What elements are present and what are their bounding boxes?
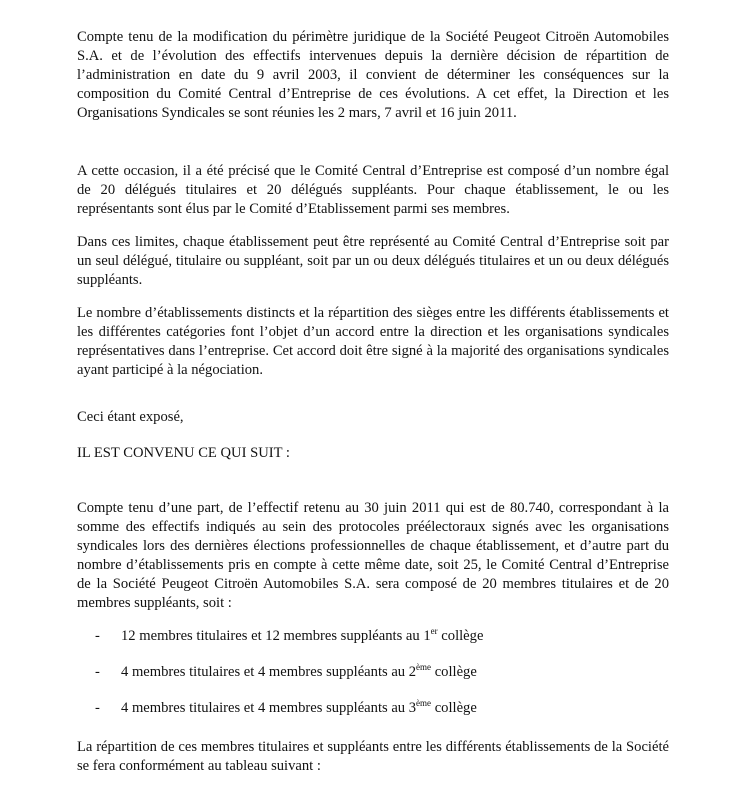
agreement-heading: IL EST CONVENU CE QUI SUIT :	[77, 445, 290, 461]
dash-bullet: -	[95, 628, 100, 644]
list-item-text: 12 membres titulaires et 12 membres suppléants au 1er collège	[121, 626, 484, 644]
list-item-text: 4 membres titulaires et 4 membres suppléants au 2ème collège	[121, 662, 477, 680]
dash-bullet: -	[95, 700, 100, 716]
ordinal-superscript: er	[430, 626, 438, 636]
list-item-text: 4 membres titulaires et 4 membres suppléants au 3ème collège	[121, 698, 477, 716]
paragraph-composition: Compte tenu d’une part, de l’effectif retenu au 30 juin 2011 qui est de 80.740, correspondant à la somme des effectifs indiqués au sein des protocoles préélectoraux signés avec les organisations syndicales lors des dernières élections professionnelles de chaque établissement, et d’autre part du nombre d’établissements pris en compte à cette même date, soit 25, le Comité Central d’Entreprise de la Société Peugeot Citroën Automobiles S.A. sera composé de 20 membres titulaires et de 20 membres suppléants, soit :	[77, 500, 669, 611]
paragraph-context: Compte tenu de la modification du périmètre juridique de la Société Peugeot Citroën Automobiles S.A. et de l’évolution des effectifs intervenues depuis la dernière décision de répartition de l’administration en date du 9 avril 2003, il convient de déterminer les conséquences sur la composition du Comité Central d’Entreprise de ces évolutions. A cet effet, la Direction et les Organisations Syndicales se sont réunies les 2 mars, 7 avril et 16 juin 2011.	[77, 29, 669, 121]
ordinal-superscript: ème	[416, 698, 432, 708]
statement-line: Ceci étant exposé,	[77, 409, 184, 425]
paragraph-occasion: A cette occasion, il a été précisé que le Comité Central d’Entreprise est composé d’un nombre égal de 20 délégués titulaires et 20 délégués suppléants. Pour chaque établissement, le ou les représentants sont élus par le Comité d’Etablissement parmi ses membres.	[77, 163, 669, 217]
dash-bullet: -	[95, 664, 100, 680]
paragraph-establishments: Le nombre d’établissements distincts et la répartition des sièges entre les différents établissements et les différentes catégories font l’objet d’un accord entre la direction et les organisations syndicales représentatives dans l’entreprise. Cet accord doit être signé à la majorité des organisations syndicales ayant participé à la négociation.	[77, 305, 669, 378]
paragraph-distribution: La répartition de ces membres titulaires et suppléants entre les différents établissements de la Société se fera conformément au tableau suivant :	[77, 739, 669, 774]
ordinal-superscript: ème	[416, 662, 432, 672]
paragraph-limits: Dans ces limites, chaque établissement peut être représenté au Comité Central d’Entreprise soit par un seul délégué, titulaire ou suppléant, soit par un ou deux délégués titulaires et un ou deux délégués suppléants.	[77, 234, 669, 288]
